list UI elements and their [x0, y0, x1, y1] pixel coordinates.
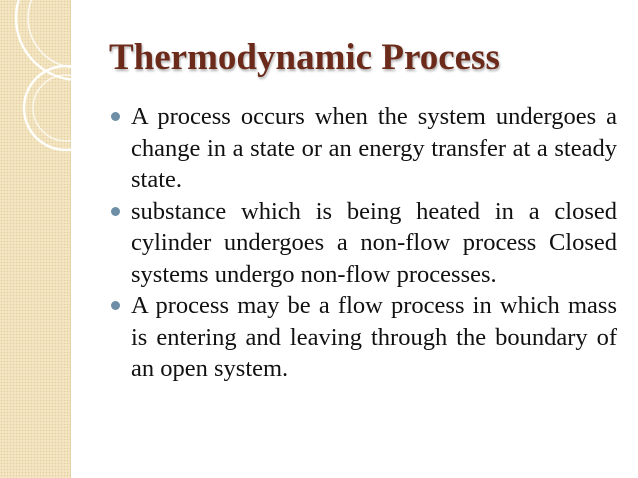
bullet-marker-icon — [109, 196, 127, 227]
bullet-marker-icon — [109, 101, 127, 132]
bullet-text: A process occurs when the system undergoes a change in a state or an energy transfer at a steady state. — [131, 103, 617, 193]
bullet-text: substance which is being heated in a closed cylinder undergoes a non-flow process Closed systems undergo non-flow processes. — [131, 197, 617, 288]
bullet-item — [109, 101, 617, 196]
bullet-item — [109, 290, 617, 385]
bullet-marker-icon — [109, 290, 127, 321]
slide-title: Thermodynamic Process — [109, 37, 500, 78]
bullet-item — [109, 196, 617, 291]
bullet-list — [109, 101, 617, 385]
decorative-circles — [0, 0, 110, 200]
bullet-text: A process may be a flow process in which mass is entering and leaving through the boundary of an open system. — [131, 292, 617, 382]
